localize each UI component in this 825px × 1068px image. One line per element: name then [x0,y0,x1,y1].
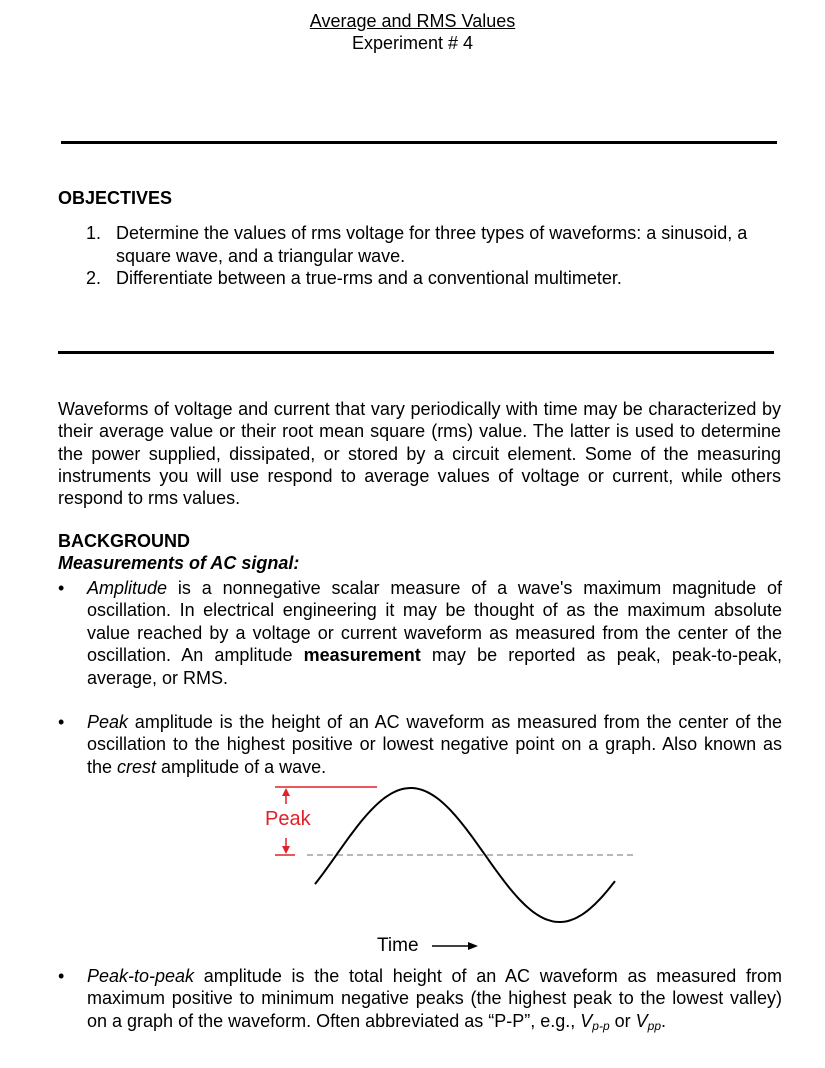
title-block [0,10,825,54]
term-amplitude: Amplitude [87,578,168,598]
bullet-peak [58,711,782,778]
term-peak: Peak [87,712,129,732]
term-peak-to-peak: Peak-to-peak [87,966,195,986]
background-heading: BACKGROUND [58,531,190,551]
ptp-or: or [609,1010,636,1031]
peak-text-2: amplitude of a wave. [156,756,327,777]
divider-middle [58,351,774,354]
symbol-vpp-sub: p-p [592,1018,610,1033]
bullet-dot: • [58,712,65,732]
measurements-subheading: Measurements of AC signal: [58,553,300,573]
objective-number: 1. [86,223,102,243]
bullet-text [87,577,782,689]
objective-text: Differentiate between a true-rms and a conventional multimeter. [116,268,622,288]
symbol-vpp2-base: V [635,1010,648,1031]
bullet-text [87,965,782,1037]
bullet-dot: • [58,578,65,598]
document-title: Average and RMS Values [309,11,516,31]
term-crest: crest [117,756,157,777]
peak-arrow-up-icon [282,788,290,796]
symbol-vpp-base: V [580,1010,593,1031]
peak-label: Peak [265,808,311,830]
peak-arrow-down-icon [282,846,290,854]
sine-wave-figure [255,778,645,938]
time-axis-label [377,935,480,957]
ptp-end: . [661,1010,667,1031]
experiment-number: Experiment # 4 [351,33,474,53]
objective-text: Determine the values of rms voltage for three types of waveforms: a sinusoid, a square wave, and a triangular wave. [116,223,748,266]
bullet-peak-to-peak [58,965,782,1037]
bullet-amplitude [58,577,782,689]
objectives-list [86,222,786,290]
time-arrow-icon [430,939,480,953]
time-label: Time [377,935,419,956]
intro-paragraph: Waveforms of voltage and current that vary periodically with time may be characterized by their average value or their root mean square (rms) value. The latter is used to determine the power supplied, dissipated, or stored by a circuit element. Some of the measuring instruments you will use respond to average values of voltage or current, while others respond to rms values. [58,399,781,509]
ptp-text-1: amplitude is the total height of an AC waveform as measured from maximum positive to minimum negative peaks (the highest peak to the lowest valley) on a graph of the waveform. Often abbreviated as “P-P”, e.g., [87,966,782,1031]
symbol-vpp2-sub: pp [647,1018,662,1033]
amplitude-text-1: is a nonnegative scalar measure of a wave's maximum magnitude of oscillation. In electrical engineering it may be thought of as the maximum absolute value reached by a voltage or current waveform as measured from the center of the oscillation. An amplitude [87,578,782,666]
objectives-heading: OBJECTIVES [58,188,173,208]
divider-top [61,141,777,144]
bullet-text [87,711,782,778]
objective-number: 2. [86,268,102,288]
objective-item [86,267,786,290]
peak-text-1: amplitude is the height of an AC waveform as measured from the center of the oscillation to the highest positive or lowest negative point on a graph. Also known as the [87,712,782,777]
objective-item [86,222,786,267]
amplitude-text-2: may be reported as peak, peak-to-peak, average, or RMS. [87,645,782,688]
bullet-dot: • [58,966,65,986]
term-measurement: measurement [303,645,421,666]
